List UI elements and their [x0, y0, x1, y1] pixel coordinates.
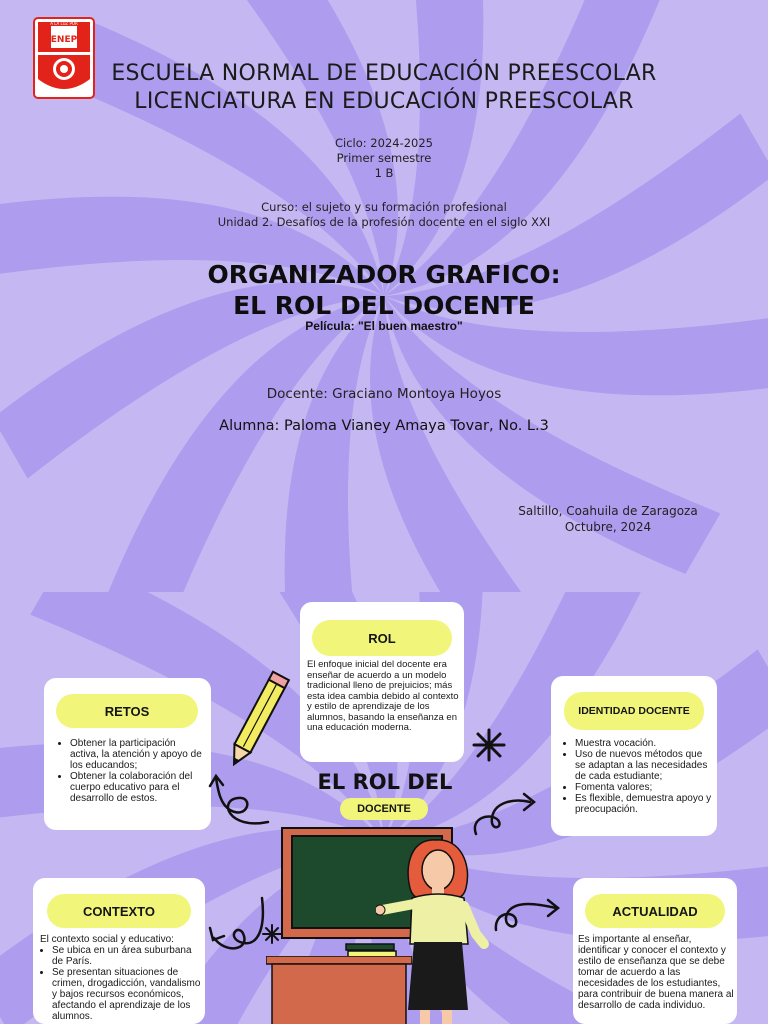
actualidad-label: ACTUALIDAD — [585, 894, 725, 928]
retos-list — [58, 738, 206, 804]
title-line-2: EL ROL DEL DOCENTE — [233, 291, 535, 320]
place: Saltillo, Coahuila de Zaragoza — [518, 504, 698, 518]
identidad-item: • Muestra vocación. — [575, 738, 713, 749]
contexto-item: • Se ubica en un área suburbana de París. — [52, 945, 203, 967]
contexto-intro: El contexto social y educativo: — [40, 934, 174, 945]
teacher-name: Docente: Graciano Montoya Hoyos — [266, 386, 502, 402]
arrow-icon-identidad — [470, 788, 546, 840]
cycle: Ciclo: 2024-2025 — [335, 136, 433, 150]
contexto-label: CONTEXTO — [47, 894, 191, 928]
unit: Unidad 2. Desafíos de la profesión docente en el siglo XXI — [217, 215, 551, 229]
arrow-icon-actualidad — [490, 892, 566, 944]
date: Octubre, 2024 — [564, 520, 652, 534]
identidad-label: IDENTIDAD DOCENTE — [564, 692, 704, 730]
rol-label: ROL — [312, 620, 452, 656]
cycle-block — [0, 136, 768, 181]
course-block — [0, 200, 768, 230]
contexto-item: • Se presentan situaciones de crimen, drogadicción, vandalismo y bajos recursos económicos, afectando el aprendizaje de los alumnos. — [52, 967, 203, 1022]
student-name: Alumna: Paloma Vianey Amaya Tovar, No. L.3 — [219, 418, 549, 434]
identidad-list — [563, 738, 713, 815]
logo-letters: ENEP — [50, 35, 78, 45]
semester: Primer semestre — [336, 151, 432, 165]
school-name — [0, 60, 768, 116]
card-retos — [44, 678, 211, 830]
card-actualidad — [573, 878, 737, 1024]
center-title: EL ROL DEL — [317, 770, 453, 794]
retos-label: RETOS — [56, 694, 198, 728]
sparkle-icon — [472, 728, 506, 762]
contexto-body — [40, 934, 203, 1022]
school-line-1: ESCUELA NORMAL DE EDUCACIÓN PREESCOLAR — [111, 61, 657, 86]
identidad-item: • Fomenta valores; — [575, 782, 713, 793]
retos-item: • Obtener la colaboración del cuerpo educativo para el desarrollo de estos. — [70, 771, 206, 804]
card-contexto — [33, 878, 205, 1024]
school-line-2: LICENCIATURA EN EDUCACIÓN PREESCOLAR — [134, 89, 634, 114]
title-line-1: ORGANIZADOR GRAFICO: — [207, 260, 561, 289]
logo-motto-top: A LA LUZ POR — [50, 21, 78, 26]
center-pill: DOCENTE — [340, 798, 428, 820]
teacher-figure — [376, 834, 500, 1024]
movie-subtitle: Película: "El buen maestro" — [305, 319, 463, 333]
group: 1 B — [374, 166, 394, 180]
rol-text: El enfoque inicial del docente era enseñar de acuerdo a un modelo tradicional lleno de prejuicios; más esta idea cambia debido al contexto y estilo de aprendizaje de los alumnos, basando la enseñanza en una educación moderna. — [307, 659, 459, 733]
pencil-icon — [222, 666, 292, 776]
course: Curso: el sujeto y su formación profesional — [261, 200, 507, 214]
identidad-item: • Es flexible, demuestra apoyo y preocupación. — [575, 793, 713, 815]
card-identidad — [551, 676, 717, 836]
actualidad-text: Es importante al enseñar, identificar y conocer el contexto y estilo de enseñanza que se debe tomar de acuerdo a las necesidades de los estudiantes, para contribuir de buena manera al desarrollo de cada individuo. — [578, 934, 734, 1011]
document-title — [0, 259, 768, 321]
organizer-page — [0, 592, 768, 1024]
retos-item: • Obtener la participación activa, la atención y apoyo de los educandos; — [70, 738, 206, 771]
identidad-item: • Uso de nuevos métodos que se adaptan a las necesidades de cada estudiante; — [575, 749, 713, 782]
arrow-icon-retos — [208, 770, 274, 830]
card-rol — [300, 602, 464, 762]
place-date — [500, 503, 716, 535]
arrow-icon-contexto — [206, 892, 270, 956]
